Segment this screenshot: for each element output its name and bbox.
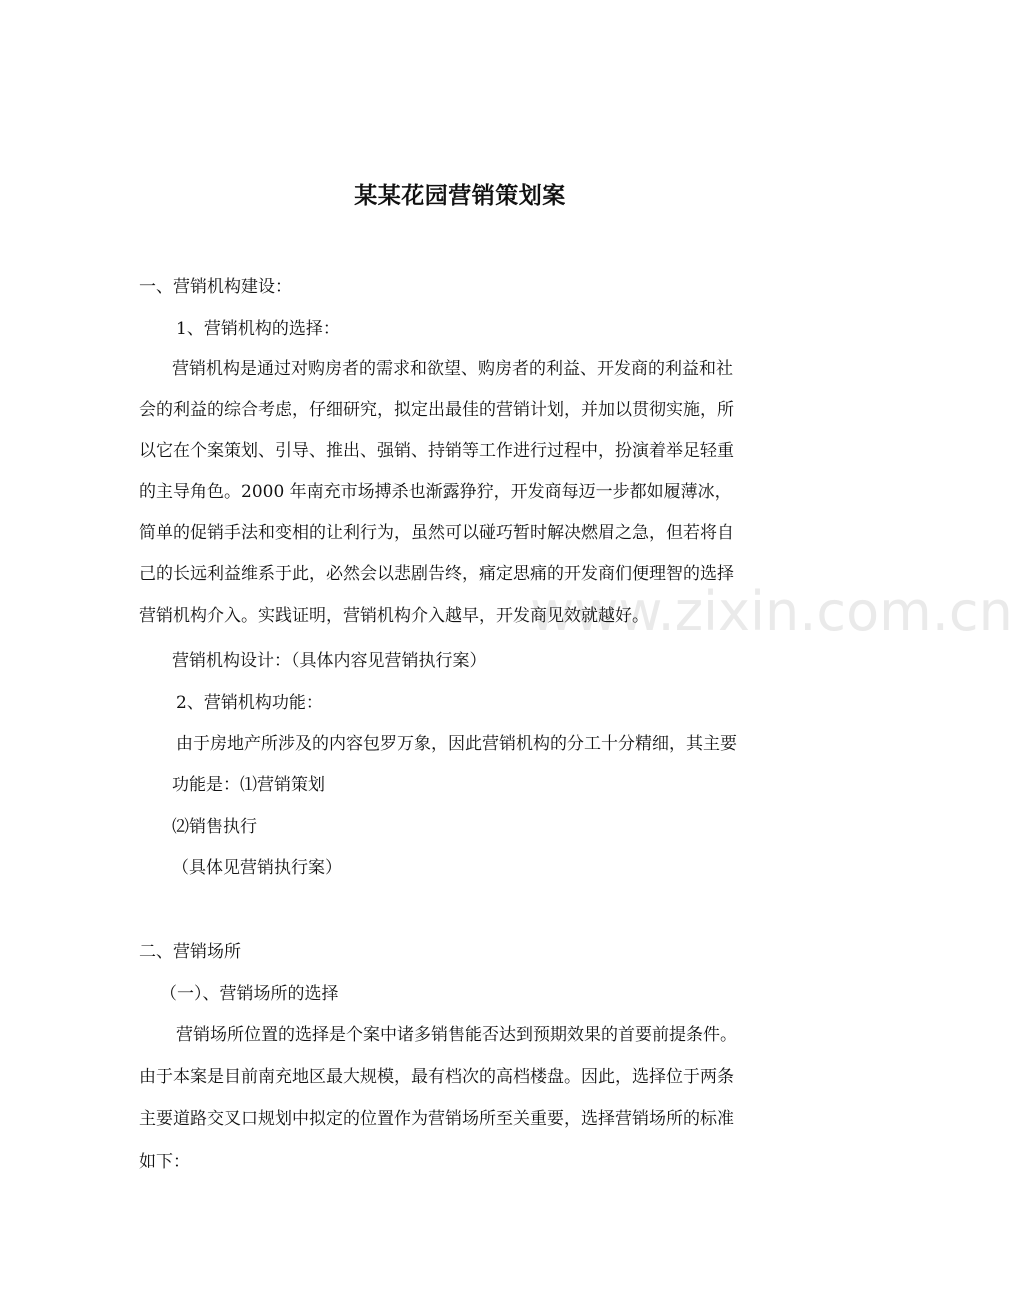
paragraph-line: 营销机构设计：（具体内容见营销执行案）	[172, 651, 487, 671]
paragraph-line: 功能是：⑴营销策划	[172, 775, 325, 795]
paragraph-line: 营销机构介入。实践证明，营销机构介入越早，开发商见效就越好。	[139, 606, 649, 626]
paragraph-line: 由于本案是目前南充地区最大规模，最有档次的高档楼盘。因此，选择位于两条	[139, 1067, 734, 1087]
paragraph-line: ⑵销售执行	[172, 817, 257, 837]
paragraph-line: 主要道路交叉口规划中拟定的位置作为营销场所至关重要，选择营销场所的标准	[139, 1109, 734, 1129]
section-heading-1: 一、营销机构建设：	[139, 277, 292, 297]
document-title: 某某花园营销策划案	[354, 183, 566, 209]
paragraph-line: 如下：	[139, 1152, 190, 1172]
section-heading-2: 二、营销场所	[139, 942, 241, 962]
paragraph-line: 会的利益的综合考虑，仔细研究，拟定出最佳的营销计划，并加以贯彻实施，所	[139, 400, 734, 420]
paragraph-line: 由于房地产所涉及的内容包罗万象，因此营销机构的分工十分精细，其主要	[176, 734, 737, 754]
paragraph-line: 简单的促销手法和变相的让利行为，虽然可以碰巧暂时解决燃眉之急，但若将自	[139, 523, 734, 543]
subsection-heading-1-2: 2、营销机构功能：	[176, 693, 323, 713]
paragraph-line: （具体见营销执行案）	[172, 858, 342, 878]
paragraph-line: 己的长远利益维系于此，必然会以悲剧告终，痛定思痛的开发商们便理智的选择	[139, 564, 734, 584]
subsection-heading-2-1: （一）、营销场所的选择	[160, 984, 339, 1004]
paragraph-line: 营销场所位置的选择是个案中诸多销售能否达到预期效果的首要前提条件。	[176, 1025, 737, 1045]
paragraph-line: 营销机构是通过对购房者的需求和欲望、购房者的利益、开发商的利益和社	[172, 359, 733, 379]
watermark: www.zixin.com.cn	[530, 580, 1013, 643]
subsection-heading-1-1: 1、营销机构的选择：	[176, 319, 340, 339]
paragraph-line: 的主导角色。2000 年南充市场搏杀也渐露狰狞，开发商每迈一步都如履薄冰，	[139, 482, 732, 502]
paragraph-line: 以它在个案策划、引导、推出、强销、持销等工作进行过程中，扮演着举足轻重	[139, 441, 734, 461]
